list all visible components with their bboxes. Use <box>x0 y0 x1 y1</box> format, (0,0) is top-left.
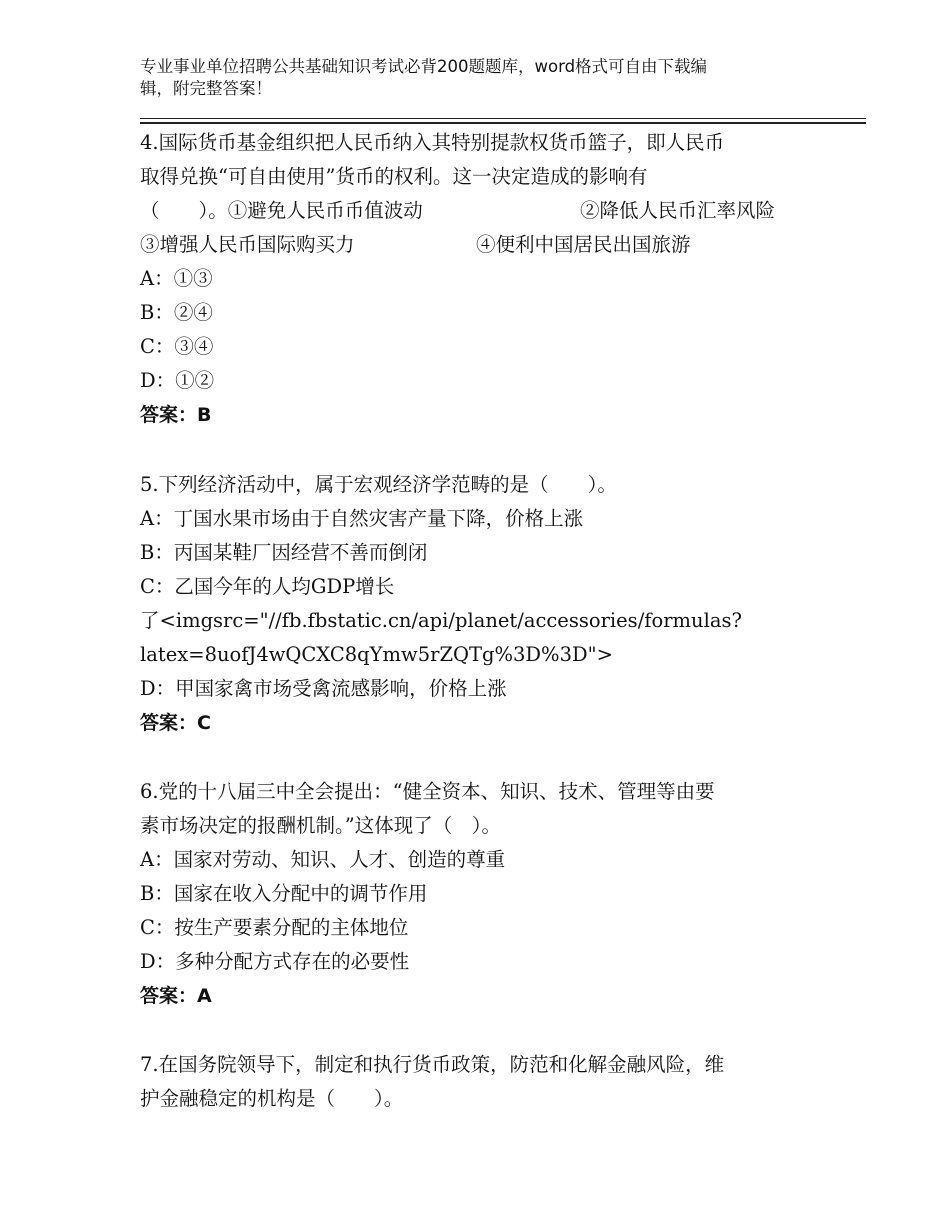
option-d: D：多种分配方式存在的必要性 <box>140 950 410 973</box>
option-b: B：国家在收入分配中的调节作用 <box>140 882 428 905</box>
answer-label: 答案： <box>140 985 198 1007</box>
question-stem <box>140 1048 820 1116</box>
question-stem <box>140 775 820 843</box>
stem-line: 4.国际货币基金组织把人民币纳入其特别提款权货币篮子，即人民币 <box>140 131 725 154</box>
stem-choice-left: ③增强人民币国际购买力 <box>140 233 355 256</box>
stem-line: 护金融稳定的机构是（ ）。 <box>140 1087 404 1110</box>
question-stem <box>140 126 820 194</box>
option-b: B：丙国某鞋厂因经营不善而倒闭 <box>140 541 428 564</box>
option-a: A：丁国水果市场由于自然灾害产量下降，价格上涨 <box>140 507 584 530</box>
option-d: D：甲国家禽市场受禽流感影响，价格上涨 <box>140 677 507 700</box>
option-a: A：①③ <box>140 267 213 290</box>
header-divider-thin <box>140 118 866 119</box>
header-divider-thick <box>140 122 866 124</box>
answer <box>140 398 820 432</box>
option-c-continuation: latex=8uofJ4wQCXC8qYmw5rZQTg%3D%3D"> <box>140 643 613 666</box>
stem-line: 7.在国务院领导下，制定和执行货币政策，防范和化解金融风险，维 <box>140 1053 725 1076</box>
document-header <box>140 56 790 100</box>
stem-line: 取得兑换“可自由使用”货币的权利。这一决定造成的影响有 <box>140 165 648 188</box>
option-c: C：按生产要素分配的主体地位 <box>140 916 409 939</box>
question-5 <box>140 468 820 740</box>
option-c: C：③④ <box>140 335 214 358</box>
answer-label: 答案： <box>140 404 198 426</box>
answer-label: 答案： <box>140 712 198 734</box>
answer-value: C <box>197 712 211 734</box>
answer <box>140 706 820 740</box>
option-a: A：国家对劳动、知识、人才、创造的尊重 <box>140 848 506 871</box>
header-line-1: 专业事业单位招聘公共基础知识考试必背200题题库，word格式可自由下载编 <box>140 57 708 76</box>
stem-choice-row <box>140 194 820 228</box>
stem-line: 5.下列经济活动中，属于宏观经济学范畴的是（ ）。 <box>140 473 617 496</box>
option-b: B：②④ <box>140 301 213 324</box>
option-d: D：①② <box>140 369 215 392</box>
answer-value: B <box>197 404 212 426</box>
question-7 <box>140 1048 820 1116</box>
stem-choice-right: ②降低人民币汇率风险 <box>580 199 776 222</box>
stem-line: 6.党的十八届三中全会提出：“健全资本、知识、技术、管理等由要 <box>140 780 715 803</box>
question-4 <box>140 126 820 432</box>
header-line-2: 辑，附完整答案！ <box>140 79 272 98</box>
option-c: C：乙国今年的人均GDP增长 <box>140 575 395 598</box>
stem-choice-left: （ ）。①避免人民币币值波动 <box>140 199 423 222</box>
question-stem <box>140 468 820 502</box>
answer <box>140 979 820 1013</box>
stem-line: 素市场决定的报酬机制。”这体现了（ ）。 <box>140 814 501 837</box>
stem-choice-right: ④便利中国居民出国旅游 <box>476 233 691 256</box>
question-6 <box>140 775 820 1013</box>
stem-choice-row <box>140 228 820 262</box>
answer-value: A <box>197 985 212 1007</box>
option-c-continuation: 了<imgsrc="//fb.fbstatic.cn/api/planet/accessories/formulas? <box>140 609 742 632</box>
